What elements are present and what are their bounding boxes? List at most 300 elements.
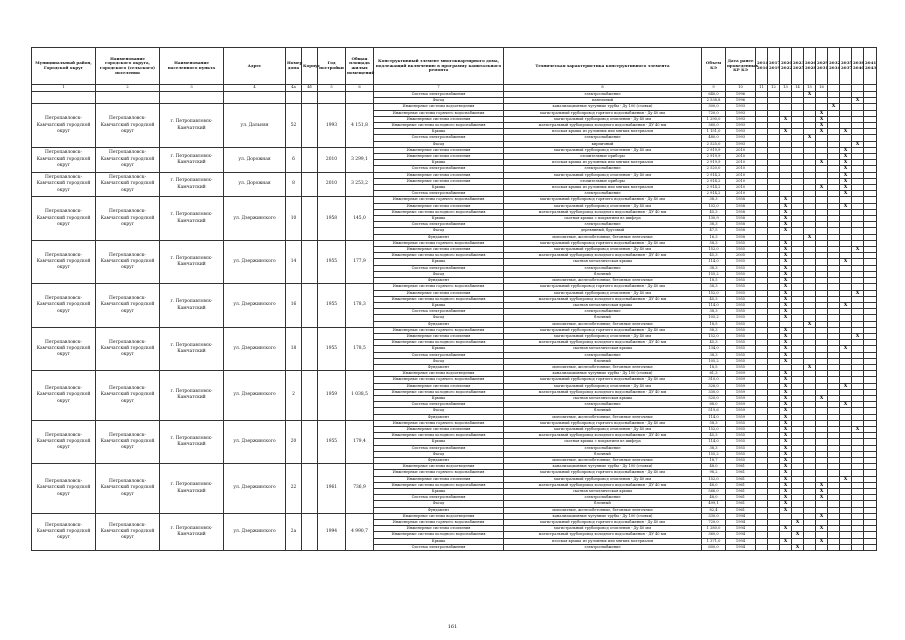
- repair-date-cell: 1959: [726, 402, 756, 408]
- tech-spec-cell: магистральный трубопровод отопления - Ду 40 мм: [504, 172, 702, 178]
- element-cell: Фундамент: [374, 321, 504, 327]
- area-cell: 179,4: [346, 420, 374, 463]
- volume-cell: 38,3: [702, 309, 726, 315]
- area-cell: 178,5: [346, 327, 374, 370]
- period-mark-cell: X: [780, 209, 792, 215]
- element-cell: Инженерные системы холодного водоснабжения: [374, 296, 504, 302]
- period-mark-cell: X: [840, 166, 852, 172]
- volume-cell: 519,6: [702, 408, 726, 414]
- tech-spec-cell: магистральный трубопровод холодного водоснабжения - ДУ 40 мм: [504, 389, 702, 395]
- header-cell: Корпус: [302, 48, 318, 85]
- tech-spec-cell: скатная крыша с покрытием из шифера: [504, 439, 702, 445]
- column-number: 11: [756, 85, 768, 92]
- tech-spec-cell: магистральный трубопровод отопления - Ду 40 мм: [504, 333, 702, 339]
- volume-cell: 326,0: [702, 383, 726, 389]
- tech-spec-cell: блочный: [504, 271, 702, 277]
- tech-spec-cell: блочный: [504, 451, 702, 457]
- column-number: 5: [318, 85, 346, 92]
- build-year-cell: 1955: [318, 420, 346, 463]
- element-cell: Крыша: [374, 489, 504, 495]
- repair-date-cell: 1958: [726, 216, 756, 222]
- header-cell: 2017 2019: [768, 48, 780, 85]
- repair-date-cell: 1958: [726, 209, 756, 215]
- house-number-cell: 8: [286, 172, 302, 197]
- period-mark-cell: [828, 544, 840, 550]
- volume-cell: 155,2: [702, 271, 726, 277]
- tech-spec-cell: электроснабжение: [504, 222, 702, 228]
- period-mark-cell: X: [780, 333, 792, 339]
- repair-date-cell: 1959: [726, 414, 756, 420]
- volume-cell: 720,0: [702, 110, 726, 116]
- period-mark-cell: X: [852, 247, 864, 253]
- corpus-cell: [302, 240, 318, 283]
- tech-spec-cell: канализационные чугунные трубы - Ду 100 (стояки): [504, 464, 702, 470]
- column-number: [852, 85, 864, 92]
- volume-cell: 310,0: [702, 377, 726, 383]
- locality-cell: г. Петропавловск-Камчатский: [160, 172, 224, 197]
- element-cell: Система электроснабжения: [374, 92, 504, 98]
- area-cell: 3 299,1: [346, 147, 374, 172]
- volume-cell: 48,0: [702, 464, 726, 470]
- period-mark-cell: X: [840, 259, 852, 265]
- build-year-cell: 2010: [318, 172, 346, 197]
- tech-spec-cell: электроснабжение: [504, 191, 702, 197]
- element-cell: Инженерные системы водоотведения: [374, 371, 504, 377]
- district-cell: Петропавловск-Камчатский городской округ: [32, 513, 96, 550]
- tech-spec-cell: магистральный трубопровод холодного водоснабжения - ДУ 40 мм: [504, 253, 702, 259]
- district-cell: Петропавловск-Камчатский городской округ: [32, 284, 96, 327]
- locality-cell: г. Петропавловск-Камчатский: [160, 197, 224, 240]
- element-cell: Фундамент: [374, 414, 504, 420]
- period-mark-cell: X: [780, 253, 792, 259]
- locality-cell: г. Петропавловск-Камчатский: [160, 327, 224, 370]
- tech-spec-cell: монолитные, железобетонные, бетонные ленточные: [504, 364, 702, 370]
- period-mark-cell: [804, 544, 816, 550]
- volume-cell: 155,2: [702, 451, 726, 457]
- repair-date-cell: 1993: [726, 123, 756, 129]
- tech-spec-cell: электроснабжение: [504, 445, 702, 451]
- period-mark-cell: X: [780, 495, 792, 501]
- volume-cell: 134,0: [702, 346, 726, 352]
- column-number: 16: [816, 85, 828, 92]
- period-mark-cell: X: [792, 532, 804, 538]
- volume-cell: 152,0: [702, 426, 726, 432]
- period-mark-cell: X: [840, 302, 852, 308]
- volume-cell: 45,3: [702, 433, 726, 439]
- period-mark-cell: X: [780, 377, 792, 383]
- repair-date-cell: 1955: [726, 445, 756, 451]
- column-number: [828, 85, 840, 92]
- period-mark-cell: X: [816, 116, 828, 122]
- address-cell: ул. Дорожная: [224, 147, 286, 172]
- repair-date-cell: 1959: [726, 383, 756, 389]
- repair-date-cell: 1955: [726, 321, 756, 327]
- element-cell: Инженерные системы отопления: [374, 526, 504, 532]
- element-cell: Инженерные системы горячего водоснабжения: [374, 420, 504, 426]
- element-cell: Фундамент: [374, 234, 504, 240]
- repair-date-cell: 1994: [726, 532, 756, 538]
- element-cell: Инженерные системы холодного водоснабжения: [374, 253, 504, 259]
- house-number-cell: 6: [286, 147, 302, 172]
- repair-date-cell: 1955: [726, 433, 756, 439]
- address-cell: ул. Дзержинского: [224, 464, 286, 514]
- period-mark-cell: [864, 544, 877, 550]
- period-mark-cell: X: [840, 191, 852, 197]
- element-cell: Инженерные системы водоотведения: [374, 513, 504, 519]
- volume-cell: 61,3: [702, 371, 726, 377]
- period-mark-cell: X: [816, 538, 828, 544]
- element-cell: Крыша: [374, 538, 504, 544]
- volume-cell: 2 919,9: [702, 147, 726, 153]
- tech-spec-cell: электроснабжение: [504, 166, 702, 172]
- repair-date-cell: 2010: [726, 154, 756, 160]
- tech-spec-cell: магистральный трубопровод горячего водоснабжения - Ду 40 мм: [504, 420, 702, 426]
- element-cell: Крыша: [374, 302, 504, 308]
- tech-spec-cell: магистральный трубопровод горячего водоснабжения - Ду 40 мм: [504, 470, 702, 476]
- house-number-cell: 10: [286, 197, 302, 240]
- header-cell: Дата ранее проведенных КР КЭ: [726, 48, 756, 85]
- header-cell: Общая площадь жилых помещений: [346, 48, 374, 85]
- build-year-cell: 1955: [318, 240, 346, 283]
- period-mark-cell: X: [780, 433, 792, 439]
- table-body: [32, 92, 877, 551]
- volume-cell: 1 151,0: [702, 129, 726, 135]
- period-mark-cell: X: [816, 129, 828, 135]
- period-mark-cell: X: [780, 464, 792, 470]
- element-cell: Инженерные системы холодного водоснабжения: [374, 532, 504, 538]
- repair-date-cell: 1955: [726, 364, 756, 370]
- tech-spec-cell: магистральный трубопровод отопления - Ду 40 мм: [504, 247, 702, 253]
- volume-cell: 38,3: [702, 222, 726, 228]
- period-mark-cell: X: [816, 160, 828, 166]
- corpus-cell: [302, 147, 318, 172]
- volume-cell: 88,0: [702, 402, 726, 408]
- repair-date-cell: 1955: [726, 290, 756, 296]
- tech-spec-cell: магистральный трубопровод холодного водоснабжения - ДУ 40 мм: [504, 209, 702, 215]
- period-mark-cell: X: [780, 228, 792, 234]
- header-cell: Адрес: [224, 48, 286, 85]
- repair-date-cell: 1958: [726, 197, 756, 203]
- period-mark-cell: X: [780, 259, 792, 265]
- tech-spec-cell: магистральный трубопровод холодного водоснабжения - ДУ 40 мм: [504, 482, 702, 488]
- period-mark-cell: X: [780, 457, 792, 463]
- locality-cell: г. Петропавловск-Камчатский: [160, 147, 224, 172]
- area-cell: 1 038,5: [346, 371, 374, 421]
- column-number: 6: [346, 85, 374, 92]
- tech-spec-cell: скатная металлическая крыша: [504, 346, 702, 352]
- period-mark-cell: X: [780, 222, 792, 228]
- volume-cell: 480,0: [702, 135, 726, 141]
- repair-date-cell: 1959: [726, 408, 756, 414]
- volume-cell: 2 914,2: [702, 185, 726, 191]
- volume-cell: 114,0: [702, 259, 726, 265]
- house-number-cell: [286, 92, 302, 104]
- header-cell: Наименование городского округа, городского (сельского) поселения: [96, 48, 160, 85]
- element-cell: Инженерные системы отопления: [374, 290, 504, 296]
- element-cell: Инженерные системы холодного водоснабжения: [374, 123, 504, 129]
- header-cell: 2032 2034: [828, 48, 840, 85]
- element-cell: Система электроснабжения: [374, 309, 504, 315]
- area-cell: 4 151,8: [346, 104, 374, 147]
- period-mark-cell: X: [852, 290, 864, 296]
- element-cell: Фасад: [374, 358, 504, 364]
- settlement-cell: Петропавловск-Камчатский городской округ: [96, 464, 160, 514]
- repair-date-cell: 1958: [726, 234, 756, 240]
- column-number: 1: [32, 85, 96, 92]
- volume-cell: 330,0: [702, 513, 726, 519]
- period-mark-cell: X: [780, 216, 792, 222]
- volume-cell: 330,0: [702, 389, 726, 395]
- tech-spec-cell: электроснабжение: [504, 135, 702, 141]
- period-mark-cell: X: [780, 271, 792, 277]
- page-number: 161: [447, 624, 458, 630]
- period-mark-cell: X: [780, 489, 792, 495]
- period-mark-cell: [780, 544, 792, 550]
- volume-cell: 600,0: [702, 544, 726, 550]
- period-mark-cell: X: [852, 333, 864, 339]
- corpus-cell: [302, 513, 318, 550]
- period-mark-cell: X: [780, 526, 792, 532]
- period-mark-cell: X: [840, 402, 852, 408]
- tech-spec-cell: магистральный трубопровод горячего водоснабжения - Ду 40 мм: [504, 377, 702, 383]
- house-number-cell: 20: [286, 420, 302, 463]
- settlement-cell: Петропавловск-Камчатский городской округ: [96, 284, 160, 327]
- corpus-cell: [302, 92, 318, 104]
- district-cell: Петропавловск-Камчатский городской округ: [32, 464, 96, 514]
- tech-spec-cell: отопительные приборы: [504, 178, 702, 184]
- column-number: 4а: [286, 85, 302, 92]
- tech-spec-cell: магистральный трубопровод отопления - Ду 40 мм: [504, 476, 702, 482]
- build-year-cell: 1955: [318, 327, 346, 370]
- period-mark-cell: X: [780, 439, 792, 445]
- repair-date-cell: 1955: [726, 333, 756, 339]
- volume-cell: 18,7: [702, 457, 726, 463]
- element-cell: Инженерные системы отопления: [374, 247, 504, 253]
- element-cell: Фасад: [374, 228, 504, 234]
- repair-date-cell: 1961: [726, 464, 756, 470]
- locality-cell: г. Петропавловск-Камчатский: [160, 240, 224, 283]
- tech-spec-cell: скатная металлическая крыша: [504, 302, 702, 308]
- volume-cell: 45,3: [702, 296, 726, 302]
- district-cell: Петропавловск-Камчатский городской округ: [32, 104, 96, 147]
- element-cell: Крыша: [374, 216, 504, 222]
- volume-cell: 58,3: [702, 327, 726, 333]
- element-cell: Крыша: [374, 346, 504, 352]
- column-number: 10: [726, 85, 756, 92]
- tech-spec-cell: монолитные, железобетонные, бетонные ленточные: [504, 414, 702, 420]
- tech-spec-cell: магистральный трубопровод холодного водоснабжения - ДУ 40 мм: [504, 433, 702, 439]
- header-cell: Наименование населенного пункта: [160, 48, 224, 85]
- corpus-cell: [302, 104, 318, 147]
- house-number-cell: 14: [286, 240, 302, 283]
- district-cell: Петропавловск-Камчатский городской округ: [32, 420, 96, 463]
- capital-repair-table: [31, 47, 877, 551]
- period-mark-cell: X: [804, 135, 816, 141]
- period-mark-cell: X: [828, 104, 840, 110]
- tech-spec-cell: магистральный трубопровод горячего водоснабжения - Ду 40 мм: [504, 240, 702, 246]
- period-mark-cell: X: [840, 346, 852, 352]
- element-cell: Крыша: [374, 129, 504, 135]
- period-mark-cell: [840, 544, 852, 550]
- period-mark-cell: [852, 544, 864, 550]
- column-number: [840, 85, 852, 92]
- repair-date-cell: 1955: [726, 259, 756, 265]
- corpus-cell: [302, 327, 318, 370]
- locality-cell: г. Петропавловск-Камчатский: [160, 420, 224, 463]
- volume-cell: 38,3: [702, 445, 726, 451]
- element-cell: Фундамент: [374, 364, 504, 370]
- repair-date-cell: 1961: [726, 507, 756, 513]
- element-cell: Инженерные системы холодного водоснабжения: [374, 433, 504, 439]
- column-number-row: [32, 85, 877, 92]
- tech-spec-cell: магистральный трубопровод горячего водоснабжения - Ду 40 мм: [504, 327, 702, 333]
- tech-spec-cell: монолитные, железобетонные, бетонные ленточные: [504, 234, 702, 240]
- period-mark-cell: X: [840, 185, 852, 191]
- volume-cell: 152,0: [702, 247, 726, 253]
- volume-cell: 2 538,8: [702, 98, 726, 104]
- repair-date-cell: 1955: [726, 451, 756, 457]
- volume-cell: 720,0: [702, 520, 726, 526]
- repair-date-cell: 1959: [726, 395, 756, 401]
- repair-date-cell: 2010: [726, 166, 756, 172]
- element-cell: Инженерные системы горячего водоснабжения: [374, 377, 504, 383]
- tech-spec-cell: магистральный трубопровод отопления - Ду 40 мм: [504, 526, 702, 532]
- element-cell: Инженерные системы водоотведения: [374, 464, 504, 470]
- element-cell: Система электроснабжения: [374, 352, 504, 358]
- locality-cell: г. Петропавловск-Камчатский: [160, 464, 224, 514]
- volume-cell: 16,3: [702, 234, 726, 240]
- settlement-cell: [96, 92, 160, 104]
- period-mark-cell: X: [780, 445, 792, 451]
- tech-spec-cell: канализационные чугунные трубы - Ду 100 (стояки): [504, 513, 702, 519]
- period-mark-cell: X: [816, 482, 828, 488]
- address-cell: ул. Дзержинского: [224, 513, 286, 550]
- tech-spec-cell: канализационные чугунные трубы - Ду 100 (стояки): [504, 371, 702, 377]
- period-mark-cell: X: [780, 470, 792, 476]
- build-year-cell: 1958: [318, 197, 346, 240]
- volume-cell: 1 290,0: [702, 116, 726, 122]
- volume-cell: 82,4: [702, 507, 726, 513]
- volume-cell: 105,2: [702, 315, 726, 321]
- repair-date-cell: 1955: [726, 327, 756, 333]
- element-cell: Крыша: [374, 160, 504, 166]
- volume-cell: 47,5: [702, 228, 726, 234]
- element-cell: Инженерные системы отопления: [374, 426, 504, 432]
- house-number-cell: 52: [286, 104, 302, 147]
- period-mark-cell: X: [804, 364, 816, 370]
- element-cell: Фасад: [374, 271, 504, 277]
- volume-cell: 114,0: [702, 302, 726, 308]
- tech-spec-cell: магистральный трубопровод холодного водоснабжения - ДУ 40 мм: [504, 532, 702, 538]
- element-cell: Фасад: [374, 141, 504, 147]
- house-number-cell: 16: [286, 284, 302, 327]
- tech-spec-cell: скатная металлическая крыша: [504, 489, 702, 495]
- header-cell: Год постройки: [318, 48, 346, 85]
- period-mark-cell: X: [780, 265, 792, 271]
- repair-date-cell: 1955: [726, 346, 756, 352]
- repair-date-cell: 1955: [726, 439, 756, 445]
- area-cell: 736,9: [346, 464, 374, 514]
- element-cell: Инженерные системы отопления: [374, 147, 504, 153]
- period-mark-cell: X: [780, 247, 792, 253]
- settlement-cell: Петропавловск-Камчатский городской округ: [96, 240, 160, 283]
- house-number-cell: 2а: [286, 513, 302, 550]
- tech-spec-cell: монолитные, железобетонные, бетонные ленточные: [504, 507, 702, 513]
- tech-spec-cell: кирпичный: [504, 141, 702, 147]
- tech-spec-cell: магистральный трубопровод отопления - Ду 40 мм: [504, 383, 702, 389]
- element-cell: Крыша: [374, 439, 504, 445]
- header-cell: 2041 2043: [864, 48, 877, 85]
- district-cell: Петропавловск-Камчатский городской округ: [32, 240, 96, 283]
- repair-date-cell: 1955: [726, 296, 756, 302]
- tech-spec-cell: панельный: [504, 98, 702, 104]
- address-cell: ул. Дзержинского: [224, 327, 286, 370]
- tech-spec-cell: магистральный трубопровод горячего водоснабжения - Ду 40 мм: [504, 284, 702, 290]
- repair-date-cell: 1959: [726, 371, 756, 377]
- period-mark-cell: X: [780, 116, 792, 122]
- repair-date-cell: 1959: [726, 389, 756, 395]
- repair-date-cell: 1955: [726, 278, 756, 284]
- period-mark-cell: X: [780, 451, 792, 457]
- element-cell: Фасад: [374, 98, 504, 104]
- repair-date-cell: 1993: [726, 141, 756, 147]
- header-cell: Конструктивный элемент многоквартирного дома, подлежащий включению в программу капитального ремонта: [374, 48, 504, 85]
- repair-date-cell: 2010: [726, 178, 756, 184]
- tech-spec-cell: магистральный трубопровод отопления - Ду 40 мм: [504, 203, 702, 209]
- volume-cell: 2 914,2: [702, 172, 726, 178]
- repair-date-cell: 2010: [726, 191, 756, 197]
- period-mark-cell: X: [780, 383, 792, 389]
- period-mark-cell: X: [852, 426, 864, 432]
- element-cell: Фасад: [374, 315, 504, 321]
- tech-spec-cell: электроснабжение: [504, 265, 702, 271]
- volume-cell: 152,0: [702, 476, 726, 482]
- repair-date-cell: 1961: [726, 482, 756, 488]
- volume-cell: 520,0: [702, 395, 726, 401]
- district-cell: Петропавловск-Камчатский городской округ: [32, 172, 96, 197]
- period-mark-cell: X: [780, 482, 792, 488]
- element-cell: Инженерные системы горячего водоснабжения: [374, 470, 504, 476]
- period-mark-cell: X: [780, 315, 792, 321]
- volume-cell: 2 520,0: [702, 166, 726, 172]
- build-year-cell: 1955: [318, 284, 346, 327]
- address-cell: ул. Дзержинского: [224, 420, 286, 463]
- repair-date-cell: 1955: [726, 265, 756, 271]
- build-year-cell: 1993: [318, 104, 346, 147]
- volume-cell: 114,0: [702, 414, 726, 420]
- volume-cell: 2 914,2: [702, 178, 726, 184]
- period-mark-cell: X: [780, 240, 792, 246]
- tech-spec-cell: магистральный трубопровод холодного водоснабжения - ДУ 40 мм: [504, 296, 702, 302]
- element-cell: Инженерные системы отопления: [374, 203, 504, 209]
- address-cell: ул. Дзержинского: [224, 371, 286, 421]
- area-cell: 178,3: [346, 284, 374, 327]
- element-cell: Система электроснабжения: [374, 495, 504, 501]
- tech-spec-cell: скатная металлическая крыша: [504, 395, 702, 401]
- period-mark-cell: X: [780, 346, 792, 352]
- element-cell: Инженерные системы холодного водоснабжения: [374, 482, 504, 488]
- tech-spec-cell: магистральный трубопровод холодного водоснабжения - ДУ 40 мм: [504, 123, 702, 129]
- period-mark-cell: X: [780, 278, 792, 284]
- period-mark-cell: X: [804, 234, 816, 240]
- volume-cell: 58,3: [702, 420, 726, 426]
- tech-spec-cell: скатная крыша с покрытием из шифера: [504, 216, 702, 222]
- period-mark-cell: X: [780, 414, 792, 420]
- repair-date-cell: 1961: [726, 476, 756, 482]
- element-cell: Система электроснабжения: [374, 222, 504, 228]
- period-mark-cell: [768, 544, 780, 550]
- district-cell: Петропавловск-Камчатский городской округ: [32, 147, 96, 172]
